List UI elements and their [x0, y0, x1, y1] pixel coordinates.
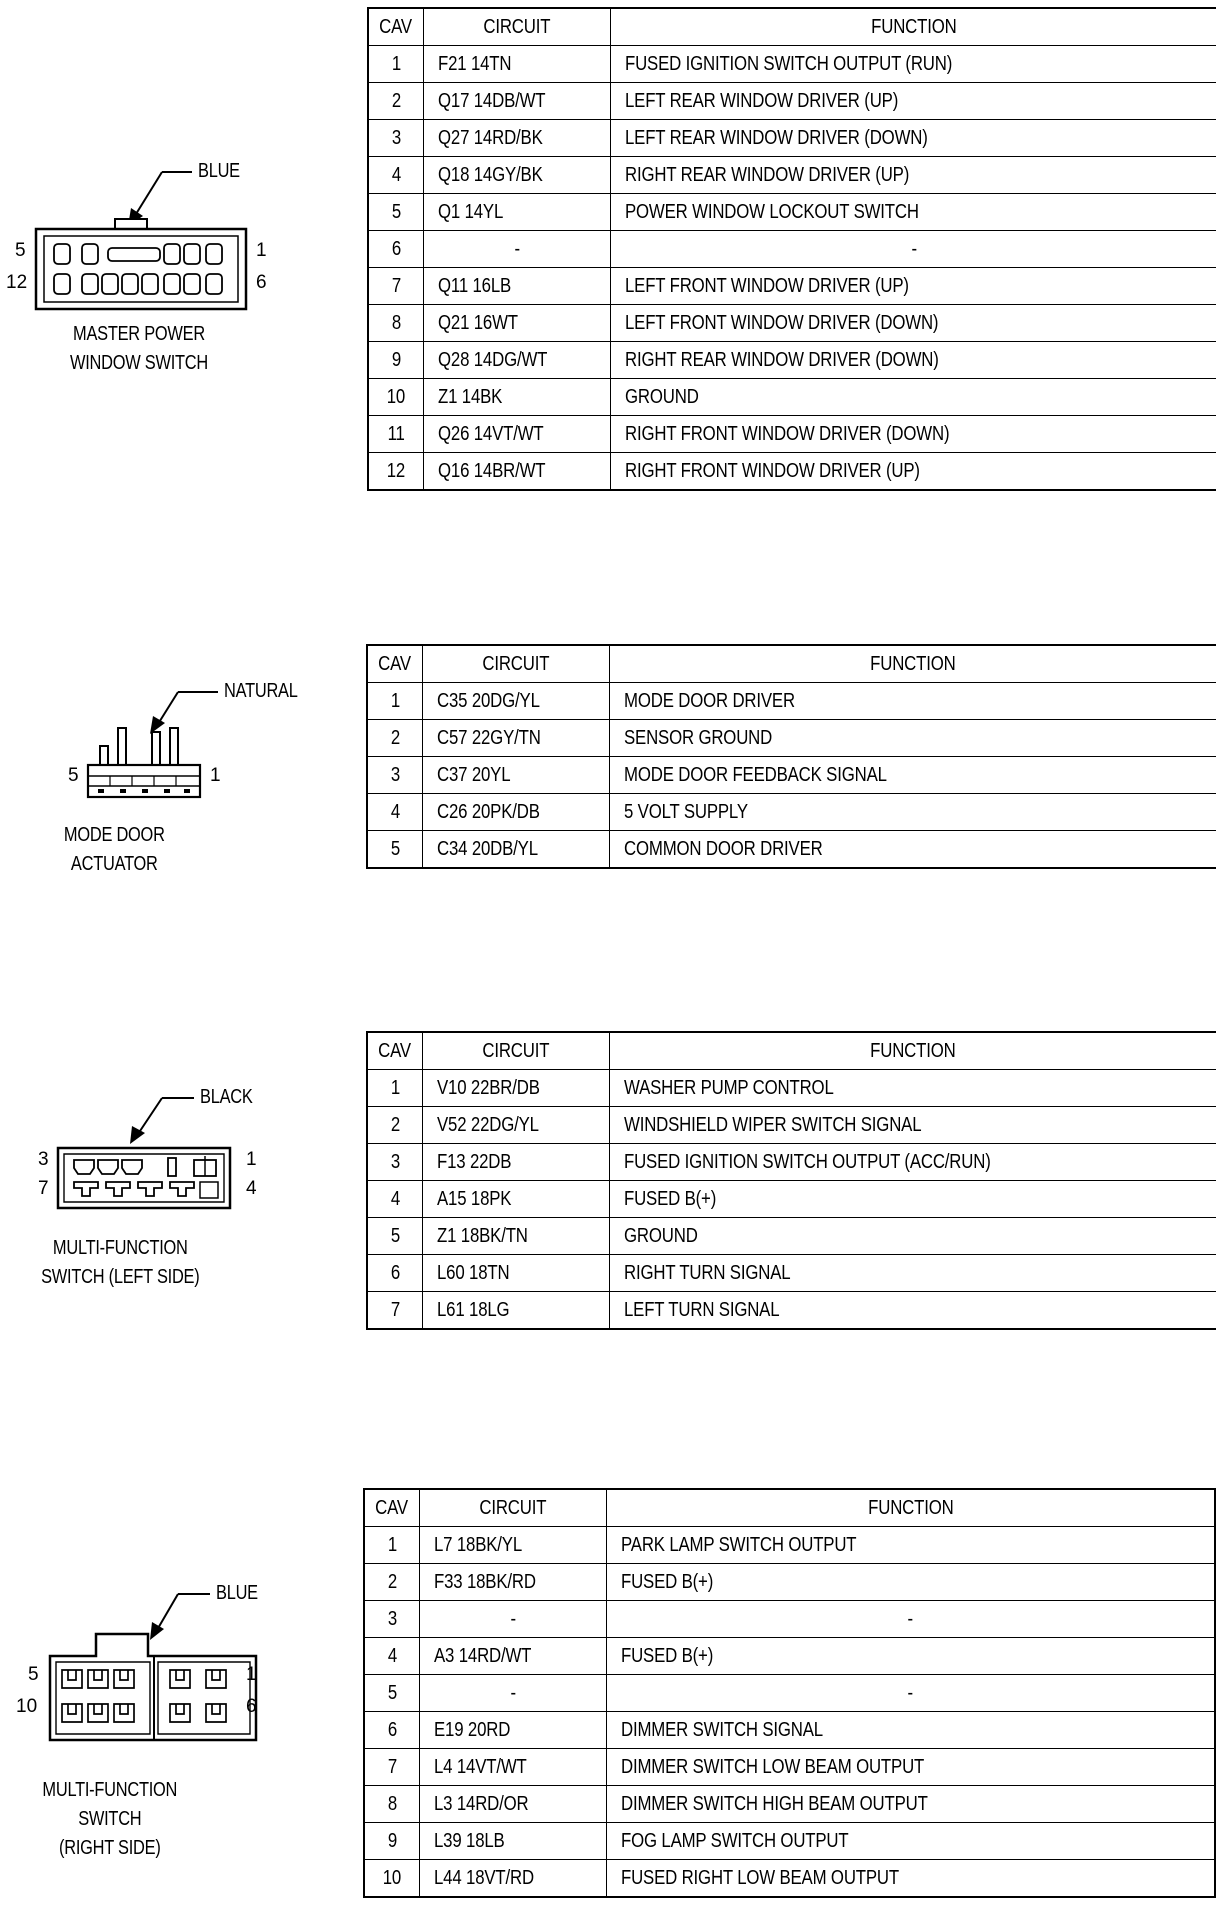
cell-function: MODE DOOR DRIVER [610, 683, 1216, 720]
cell-function: RIGHT REAR WINDOW DRIVER (DOWN) [611, 342, 1216, 379]
cell-function: COMMON DOOR DRIVER [610, 831, 1216, 869]
cell-circuit: A3 14RD/WT [420, 1638, 607, 1675]
cell-circuit: Q28 14DG/WT [424, 342, 611, 379]
cell-function: FUSED B(+) [607, 1638, 1216, 1675]
table-row [368, 342, 1216, 379]
table-row [364, 1823, 1215, 1860]
pin-label-top-left: 5 [28, 1664, 39, 1685]
cell-cav: 11 [368, 416, 424, 453]
pinout-table [366, 644, 1216, 869]
table-row [364, 1712, 1215, 1749]
cell-circuit: V52 22DG/YL [423, 1107, 610, 1144]
table-row [364, 1601, 1215, 1638]
cell-cav: 5 [368, 194, 424, 231]
cell-function: LEFT REAR WINDOW DRIVER (DOWN) [611, 120, 1216, 157]
table-row [368, 231, 1216, 268]
cell-cav: 9 [364, 1823, 420, 1860]
table-row [368, 268, 1216, 305]
cell-circuit: C37 20YL [423, 757, 610, 794]
column-header-cav: CAV [367, 1032, 423, 1070]
cell-circuit: L60 18TN [423, 1255, 610, 1292]
pin-label-bottom-left: 12 [6, 272, 28, 293]
pin-label-top-right: 1 [246, 1664, 257, 1685]
cell-function: RIGHT TURN SIGNAL [610, 1255, 1216, 1292]
connector-color-label: BLACK [200, 1086, 253, 1108]
column-header-circuit: CIRCUIT [420, 1489, 607, 1527]
cell-circuit: L44 18VT/RD [420, 1860, 607, 1898]
table-row [364, 1860, 1215, 1898]
table-row [368, 83, 1216, 120]
cell-function: FOG LAMP SWITCH OUTPUT [607, 1823, 1216, 1860]
table-row [367, 1292, 1216, 1330]
cell-cav: 7 [364, 1749, 420, 1786]
cell-cav: 2 [368, 83, 424, 120]
cell-circuit: A15 18PK [423, 1181, 610, 1218]
cell-cav: 8 [368, 305, 424, 342]
cell-circuit: E19 20RD [420, 1712, 607, 1749]
pin-label-bottom-right: 6 [256, 272, 267, 293]
column-header-function: FUNCTION [610, 1032, 1216, 1070]
cell-cav: 5 [367, 1218, 423, 1255]
cell-function: FUSED RIGHT LOW BEAM OUTPUT [607, 1860, 1216, 1898]
table-row [364, 1675, 1215, 1712]
table-row [368, 379, 1216, 416]
pin-label-top-left: 5 [15, 240, 26, 261]
cell-function: - [611, 231, 1216, 268]
table-row [368, 46, 1216, 83]
cell-cav: 5 [364, 1675, 420, 1712]
cell-function: FUSED B(+) [607, 1564, 1216, 1601]
table-row [367, 1255, 1216, 1292]
cell-circuit: C26 20PK/DB [423, 794, 610, 831]
table-row [368, 416, 1216, 453]
cell-cav: 4 [367, 1181, 423, 1218]
cell-cav: 5 [367, 831, 423, 869]
pin-label-top-left: 3 [38, 1149, 49, 1170]
table-row [367, 1070, 1216, 1107]
column-header-function: FUNCTION [611, 8, 1216, 46]
table-row [367, 1144, 1216, 1181]
table-row [367, 831, 1216, 869]
cell-function: RIGHT REAR WINDOW DRIVER (UP) [611, 157, 1216, 194]
cell-function: RIGHT FRONT WINDOW DRIVER (DOWN) [611, 416, 1216, 453]
connector-color-label: BLUE [216, 1582, 258, 1604]
table-row [367, 683, 1216, 720]
pinout-table [366, 1031, 1216, 1330]
cell-cav: 7 [368, 268, 424, 305]
cell-circuit: L39 18LB [420, 1823, 607, 1860]
cell-circuit: Q1 14YL [424, 194, 611, 231]
cell-function: FUSED IGNITION SWITCH OUTPUT (RUN) [611, 46, 1216, 83]
cell-circuit: Z1 14BK [424, 379, 611, 416]
cell-function: LEFT FRONT WINDOW DRIVER (DOWN) [611, 305, 1216, 342]
pin-label-top-right: 1 [256, 240, 267, 261]
cell-circuit: L61 18LG [423, 1292, 610, 1330]
cell-function: POWER WINDOW LOCKOUT SWITCH [611, 194, 1216, 231]
connector-section-master-power-window-switch [0, 0, 1216, 520]
cell-circuit: F33 18BK/RD [420, 1564, 607, 1601]
connector-color-label: NATURAL [224, 680, 298, 702]
connector-color-label: BLUE [198, 160, 240, 182]
table-row [368, 305, 1216, 342]
cell-cav: 3 [367, 1144, 423, 1181]
cell-function: - [607, 1675, 1216, 1712]
cell-cav: 12 [368, 453, 424, 491]
cell-function: LEFT REAR WINDOW DRIVER (UP) [611, 83, 1216, 120]
table-row [364, 1564, 1215, 1601]
cell-circuit: L3 14RD/OR [420, 1786, 607, 1823]
cell-circuit: F13 22DB [423, 1144, 610, 1181]
connector-section-multi-function-switch-right [0, 1484, 1216, 1908]
cell-cav: 2 [367, 1107, 423, 1144]
cell-circuit: - [424, 231, 611, 268]
table-row [364, 1749, 1215, 1786]
cell-cav: 4 [364, 1638, 420, 1675]
pinout-table [367, 7, 1216, 491]
pin-label-bottom-left: 10 [16, 1696, 38, 1717]
cell-function: LEFT TURN SIGNAL [610, 1292, 1216, 1330]
connector-section-mode-door-actuator [0, 640, 1216, 900]
pin-label-right: 1 [210, 765, 221, 786]
table-header-row [364, 1489, 1215, 1527]
column-header-circuit: CIRCUIT [423, 645, 610, 683]
pin-label-bottom-left: 7 [38, 1178, 49, 1199]
table-row [367, 1107, 1216, 1144]
connector-caption: MULTI-FUNCTION SWITCH (LEFT SIDE) [41, 1237, 200, 1288]
table-row [368, 157, 1216, 194]
pin-label-left: 5 [68, 765, 79, 786]
connector-caption: MULTI-FUNCTION SWITCH (RIGHT SIDE) [42, 1779, 178, 1859]
table-header-row [368, 8, 1216, 46]
table-header-row [367, 1032, 1216, 1070]
cell-cav: 1 [368, 46, 424, 83]
cell-function: FUSED IGNITION SWITCH OUTPUT (ACC/RUN) [610, 1144, 1216, 1181]
cell-function: RIGHT FRONT WINDOW DRIVER (UP) [611, 453, 1216, 491]
cell-cav: 1 [367, 1070, 423, 1107]
cell-cav: 7 [367, 1292, 423, 1330]
cell-cav: 2 [367, 720, 423, 757]
table-row [367, 1181, 1216, 1218]
table-row [364, 1638, 1215, 1675]
column-header-circuit: CIRCUIT [423, 1032, 610, 1070]
cell-cav: 3 [364, 1601, 420, 1638]
connector-caption: MODE DOOR ACTUATOR [63, 824, 165, 875]
connector-section-multi-function-switch-left [0, 1028, 1216, 1348]
cell-circuit: Z1 18BK/TN [423, 1218, 610, 1255]
column-header-function: FUNCTION [607, 1489, 1216, 1527]
table-row [364, 1786, 1215, 1823]
cell-function: WINDSHIELD WIPER SWITCH SIGNAL [610, 1107, 1216, 1144]
column-header-circuit: CIRCUIT [424, 8, 611, 46]
table-row [367, 757, 1216, 794]
column-header-function: FUNCTION [610, 645, 1216, 683]
pinout-table [363, 1488, 1216, 1898]
cell-function: PARK LAMP SWITCH OUTPUT [607, 1527, 1216, 1564]
cell-function: FUSED B(+) [610, 1181, 1216, 1218]
cell-cav: 10 [368, 379, 424, 416]
cell-circuit: V10 22BR/DB [423, 1070, 610, 1107]
cell-circuit: L7 18BK/YL [420, 1527, 607, 1564]
cell-cav: 9 [368, 342, 424, 379]
cell-cav: 3 [367, 757, 423, 794]
cell-cav: 4 [368, 157, 424, 194]
cell-cav: 4 [367, 794, 423, 831]
column-header-cav: CAV [364, 1489, 420, 1527]
cell-circuit: Q16 14BR/WT [424, 453, 611, 491]
cell-function: DIMMER SWITCH HIGH BEAM OUTPUT [607, 1786, 1216, 1823]
table-row [368, 453, 1216, 491]
cell-circuit: Q27 14RD/BK [424, 120, 611, 157]
cell-circuit: Q18 14GY/BK [424, 157, 611, 194]
connector-caption: MASTER POWER WINDOW SWITCH [69, 323, 208, 374]
cell-cav: 1 [364, 1527, 420, 1564]
table-row [367, 1218, 1216, 1255]
cell-function: DIMMER SWITCH LOW BEAM OUTPUT [607, 1749, 1216, 1786]
cell-circuit: Q21 16WT [424, 305, 611, 342]
cell-function: SENSOR GROUND [610, 720, 1216, 757]
table-row [367, 794, 1216, 831]
cell-function: DIMMER SWITCH SIGNAL [607, 1712, 1216, 1749]
cell-circuit: - [420, 1601, 607, 1638]
cell-function: - [607, 1601, 1216, 1638]
table-row [368, 120, 1216, 157]
column-header-cav: CAV [367, 645, 423, 683]
cell-function: GROUND [610, 1218, 1216, 1255]
cell-circuit: Q26 14VT/WT [424, 416, 611, 453]
cell-function: GROUND [611, 379, 1216, 416]
cell-circuit: C34 20DB/YL [423, 831, 610, 869]
cell-cav: 3 [368, 120, 424, 157]
table-row [367, 720, 1216, 757]
table-row [368, 194, 1216, 231]
column-header-cav: CAV [368, 8, 424, 46]
cell-circuit: Q17 14DB/WT [424, 83, 611, 120]
table-row [364, 1527, 1215, 1564]
cell-cav: 6 [364, 1712, 420, 1749]
cell-cav: 6 [367, 1255, 423, 1292]
cell-circuit: Q11 16LB [424, 268, 611, 305]
cell-circuit: C57 22GY/TN [423, 720, 610, 757]
pin-label-bottom-right: 6 [246, 1696, 257, 1717]
cell-cav: 1 [367, 683, 423, 720]
cell-function: WASHER PUMP CONTROL [610, 1070, 1216, 1107]
cell-cav: 6 [368, 231, 424, 268]
cell-cav: 10 [364, 1860, 420, 1898]
connector-drawing [0, 1484, 300, 1804]
cell-cav: 8 [364, 1786, 420, 1823]
cell-cav: 2 [364, 1564, 420, 1601]
cell-circuit: L4 14VT/WT [420, 1749, 607, 1786]
cell-circuit: F21 14TN [424, 46, 611, 83]
cell-circuit: C35 20DG/YL [423, 683, 610, 720]
pin-label-top-right: 1 [246, 1149, 257, 1170]
pin-label-bottom-right: 4 [246, 1178, 257, 1199]
cell-function: MODE DOOR FEEDBACK SIGNAL [610, 757, 1216, 794]
cell-function: 5 VOLT SUPPLY [610, 794, 1216, 831]
cell-circuit: - [420, 1675, 607, 1712]
table-header-row [367, 645, 1216, 683]
cell-function: LEFT FRONT WINDOW DRIVER (UP) [611, 268, 1216, 305]
